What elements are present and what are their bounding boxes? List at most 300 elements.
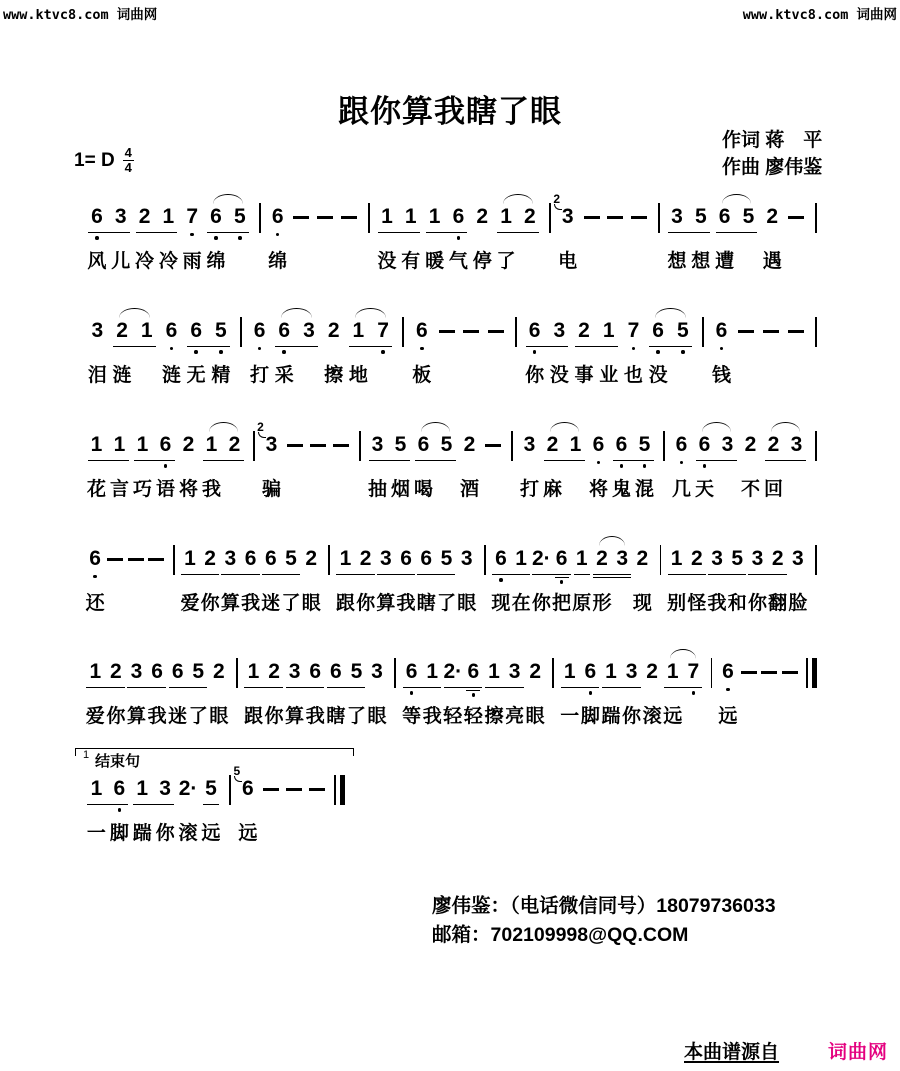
- lyric-syllable: 业: [599, 365, 619, 386]
- lyric-syllable: 采: [274, 365, 294, 386]
- slur: [655, 308, 686, 318]
- note-digit: 5: [205, 777, 217, 800]
- dash-note: [463, 330, 479, 333]
- note-digit: 1: [381, 205, 393, 228]
- beam: [426, 232, 468, 234]
- lyric-syllable: 现: [632, 593, 652, 614]
- final-bar-thick: [812, 658, 817, 688]
- note-digit: 7: [186, 205, 199, 228]
- lyric-syllable: 眼: [525, 706, 545, 727]
- beam: [444, 687, 483, 689]
- low-octave-dot: [381, 350, 385, 354]
- note-digit: 6: [652, 319, 664, 342]
- lyric-syllable: 精: [211, 365, 231, 386]
- note-digit: 6: [722, 660, 734, 683]
- low-octave-dot: [703, 464, 707, 468]
- note-digit: 6: [151, 660, 163, 683]
- lyric-syllable: 遇: [762, 251, 782, 272]
- volta-label: 结束句: [95, 753, 141, 770]
- sixteenth-beam: [466, 690, 480, 692]
- lyric-syllable: 我: [201, 479, 222, 500]
- time-denominator: 4: [124, 160, 132, 176]
- beam: [377, 574, 415, 576]
- note-digit: 5: [233, 205, 246, 228]
- note-digit: 1: [136, 433, 149, 456]
- low-octave-dot: [680, 461, 684, 465]
- bar-line: [229, 775, 231, 805]
- note-digit: 5: [215, 319, 227, 342]
- lyric-syllable: 我: [241, 593, 261, 614]
- note-digit: 2: [138, 205, 151, 228]
- note-digit: 2: [463, 433, 476, 456]
- dash-note: [761, 671, 777, 674]
- note-digit: 1: [428, 205, 441, 228]
- lyric-syllable: 打: [250, 365, 270, 386]
- lyric-syllable: 等: [402, 706, 422, 727]
- lyric-syllable: 地: [348, 365, 368, 386]
- note-digit: 1: [247, 660, 260, 683]
- beam: [668, 574, 706, 576]
- note-digit: 1: [90, 433, 103, 456]
- lyric-syllable: 绵: [268, 251, 288, 272]
- beam: [133, 804, 174, 806]
- note-digit: 5: [638, 433, 651, 456]
- slur: [550, 422, 579, 432]
- source-label: 本曲谱源自: [684, 1042, 780, 1063]
- note-digit: 6: [415, 319, 428, 342]
- lyric-syllable: 一: [560, 706, 580, 727]
- low-octave-dot: [499, 578, 503, 582]
- beam: [748, 574, 786, 576]
- lyric-syllable: 你: [747, 593, 767, 614]
- final-bar-thick: [340, 775, 345, 805]
- note-digit: 1: [602, 319, 615, 342]
- grace-note: 5: [231, 764, 243, 777]
- lyric-syllable: 麻: [542, 479, 563, 500]
- beam: [244, 687, 283, 689]
- low-octave-dot: [194, 350, 198, 354]
- beam: [593, 574, 631, 576]
- note-digit: 1: [136, 777, 149, 800]
- dash-note: [286, 788, 302, 791]
- note-digit: 2: [268, 660, 280, 683]
- music-line: [85, 318, 822, 396]
- lyric-syllable: 你: [622, 706, 642, 727]
- lyric-syllable: 我: [707, 593, 727, 614]
- note-digit: 6: [615, 433, 628, 456]
- lyric-syllable: 远: [718, 706, 738, 727]
- note-digit: 2: [766, 205, 779, 228]
- note-digit: 1: [140, 319, 153, 342]
- beam: [532, 574, 570, 576]
- note-digit: 2: [767, 433, 780, 456]
- dash-note: [107, 558, 123, 561]
- contact-email-line: 邮箱：702109998@QQ.COM: [432, 923, 689, 946]
- beam: [169, 687, 208, 689]
- lyric-syllable: 我: [422, 706, 442, 727]
- beam: [765, 460, 806, 462]
- lyric-syllable: 有: [401, 251, 421, 272]
- lyric-syllable: 事: [574, 365, 594, 386]
- low-octave-dot: [93, 575, 97, 579]
- note-digit: 2: [524, 205, 536, 228]
- note-digit: 1: [605, 660, 617, 683]
- note-digit: 2·: [443, 660, 463, 683]
- note-digit: 3: [508, 660, 521, 683]
- beam: [207, 232, 249, 234]
- lyric-syllable: 涟: [112, 365, 132, 386]
- eighth-beam: [574, 574, 590, 576]
- note-digit: 2: [305, 547, 318, 570]
- lyric-syllable: 一: [86, 823, 106, 844]
- beam: [203, 460, 244, 462]
- note-digit: 6: [405, 660, 418, 683]
- lyric-syllable: 爱: [180, 593, 200, 614]
- lyric-syllable: 涟: [161, 365, 181, 386]
- beam: [349, 346, 392, 348]
- note-digit: 6: [190, 319, 202, 342]
- lyric-syllable: 现: [491, 593, 511, 614]
- lyric-syllable: 怪: [687, 593, 707, 614]
- beam: [86, 687, 125, 689]
- low-octave-dot: [219, 350, 223, 354]
- grace-note: 2: [551, 192, 563, 205]
- beam: [602, 687, 641, 689]
- music-line: [85, 659, 822, 737]
- lyric-syllable: 没: [648, 365, 668, 386]
- dash-note: [439, 330, 455, 333]
- note-digit: 2: [110, 660, 122, 683]
- note-digit: 6: [171, 660, 184, 683]
- note-digit: 6: [253, 319, 266, 342]
- note-digit: 2: [771, 547, 784, 570]
- lyric-syllable: 遭: [715, 251, 735, 272]
- lyric-syllable: 喝: [413, 479, 434, 500]
- slur: [213, 194, 243, 204]
- dash-note: [741, 671, 757, 674]
- note-digit: 1: [184, 547, 196, 570]
- slur: [670, 649, 697, 659]
- beam: [492, 574, 530, 576]
- note-digit: 6: [309, 660, 322, 683]
- watermark-top-right: www.ktvc8.com 词曲网: [742, 7, 897, 23]
- beam: [187, 346, 230, 348]
- lyric-syllable: 眼: [457, 593, 477, 614]
- lyric-syllable: 没: [377, 251, 397, 272]
- beam: [327, 687, 366, 689]
- note-digit: 5: [285, 547, 297, 570]
- lyric-syllable: 还: [85, 593, 105, 614]
- note-digit: 6: [159, 433, 172, 456]
- lyric-syllable: 了: [436, 593, 457, 614]
- dash-note: [287, 444, 303, 447]
- note-digit: 1: [352, 319, 365, 342]
- beam: [613, 460, 654, 462]
- note-digit: 6: [555, 547, 568, 570]
- note-digit: 6: [420, 547, 433, 570]
- note-digit: 6: [264, 547, 277, 570]
- low-octave-dot: [726, 688, 730, 692]
- beam: [593, 577, 631, 579]
- slur: [119, 308, 150, 318]
- low-octave-dot: [597, 461, 601, 465]
- lyric-syllable: 儿: [111, 251, 131, 272]
- low-octave-dot: [643, 464, 647, 468]
- low-octave-dot: [276, 233, 280, 237]
- slur: [421, 422, 450, 432]
- low-octave-dot: [118, 808, 122, 812]
- note-digit: 3: [792, 547, 804, 570]
- beam: [716, 232, 758, 234]
- note-digit: 3: [91, 319, 104, 342]
- note-digit: 1: [339, 547, 352, 570]
- note-digit: 5: [350, 660, 363, 683]
- note-digit: 6: [417, 433, 430, 456]
- note-digit: 3: [721, 433, 734, 456]
- note-digit: 3: [380, 547, 392, 570]
- lyric-syllable: 雨: [182, 251, 202, 272]
- note-digit: 3: [625, 660, 638, 683]
- note-digit: 3: [671, 205, 683, 228]
- low-octave-dot: [214, 236, 218, 240]
- lyric-syllable: 冷: [158, 251, 178, 272]
- bar-line: [711, 658, 713, 688]
- note-digit: 6: [528, 319, 541, 342]
- lyric-syllable: 跟: [335, 593, 355, 614]
- note-digit: 2: [636, 547, 649, 570]
- slur: [281, 308, 312, 318]
- lyric-syllable: 气: [448, 251, 468, 272]
- note-digit: 2: [228, 433, 241, 456]
- lyric-syllable: 脚: [580, 706, 600, 727]
- slur: [722, 194, 752, 204]
- lyric-syllable: 烟: [390, 479, 411, 500]
- note-digit: 6: [467, 660, 480, 683]
- sixteenth-beam: [555, 577, 569, 579]
- contact-phone-line: 廖伟鉴：（电话微信同号）18079736033: [432, 895, 776, 917]
- note-digit: 1: [666, 660, 679, 683]
- note-digit: 7: [377, 319, 389, 342]
- lyric-syllable: 泪: [87, 365, 107, 386]
- note-digit: 1: [500, 205, 512, 228]
- note-digit: 5: [676, 319, 689, 342]
- lyric-syllable: 暖: [425, 251, 445, 272]
- note-digit: 6: [452, 205, 465, 228]
- lyric-syllable: 你: [264, 706, 284, 727]
- lyric-syllable: 停: [472, 251, 492, 272]
- low-octave-dot: [410, 691, 414, 695]
- music-line: [85, 420, 822, 510]
- music-line: [85, 192, 822, 282]
- lyric-syllable: 远: [663, 706, 683, 727]
- beam: [668, 232, 710, 234]
- note-digit: 3: [616, 547, 629, 570]
- lyric-syllable: 钱: [712, 365, 732, 386]
- note-digit: 6: [89, 547, 101, 570]
- bar-line: [253, 431, 255, 461]
- note-digit: 6: [278, 319, 291, 342]
- low-octave-dot: [656, 350, 660, 354]
- dash-note: [148, 558, 164, 561]
- volta-number: 1: [83, 749, 90, 761]
- lyric-syllable: 你: [531, 593, 551, 614]
- lyric-syllable: 迷: [168, 706, 188, 727]
- dash-note: [293, 216, 309, 219]
- lyric-syllable: 你: [155, 823, 175, 844]
- note-digit: 2·: [178, 777, 198, 800]
- bar-line: [815, 545, 817, 575]
- lyric-syllable: 亮: [505, 706, 525, 727]
- beam: [88, 232, 130, 234]
- lyric-syllable: 你: [356, 593, 376, 614]
- note-digit: 6: [244, 547, 257, 570]
- lyric-syllable: 骗: [261, 479, 282, 500]
- dash-note: [341, 216, 357, 219]
- lyric-syllable: 踹: [132, 823, 152, 844]
- dash-note: [584, 216, 600, 219]
- low-octave-dot: [420, 347, 424, 351]
- beam: [378, 232, 420, 234]
- note-digit: 3: [371, 433, 384, 456]
- lyric-syllable: 了: [346, 706, 366, 727]
- bar-line: [328, 545, 330, 575]
- beam: [485, 687, 524, 689]
- note-digit: 2: [327, 319, 340, 342]
- note-digit: 3: [288, 660, 301, 683]
- lyric-syllable: 将: [588, 479, 609, 500]
- lyric-syllable: 滚: [642, 706, 662, 727]
- note-digit: 3: [303, 319, 315, 342]
- note-digit: 3: [265, 433, 278, 456]
- lyric-syllable: 迷: [261, 593, 281, 614]
- note-digit: 3: [751, 547, 764, 570]
- lyric-syllable: 翻: [768, 593, 788, 614]
- low-octave-dot: [258, 347, 262, 351]
- note-digit: 5: [694, 205, 707, 228]
- bar-line: [402, 317, 404, 347]
- note-digit: 5: [394, 433, 407, 456]
- slur: [209, 422, 238, 432]
- note-digit: 2: [529, 660, 542, 683]
- lyric-syllable: 瞎: [326, 706, 346, 727]
- lyric-syllable: 踹: [601, 706, 621, 727]
- note-digit: 2: [596, 547, 608, 570]
- note-digit: 6: [210, 205, 222, 228]
- lyric-syllable: 形: [592, 593, 612, 614]
- lyric-syllable: 无: [186, 365, 206, 386]
- beam: [497, 232, 539, 234]
- low-octave-dot: [589, 691, 593, 695]
- lyric-syllable: 你: [106, 706, 126, 727]
- lyric-syllable: 冷: [135, 251, 155, 272]
- low-octave-dot: [632, 347, 636, 351]
- beam: [87, 804, 128, 806]
- note-digit: 5: [742, 205, 755, 228]
- note-digit: 2: [182, 433, 195, 456]
- dash-note: [333, 444, 349, 447]
- note-digit: 6: [329, 660, 342, 683]
- note-digit: 3: [371, 660, 383, 683]
- note-digit: 1: [205, 433, 218, 456]
- note-digit: 1: [162, 205, 175, 228]
- slur: [771, 422, 800, 432]
- low-octave-dot: [95, 236, 99, 240]
- lyric-syllable: 想: [667, 251, 687, 272]
- low-octave-dot: [533, 350, 537, 354]
- note-digit: 2: [204, 547, 216, 570]
- bar-line: [484, 545, 486, 575]
- bar-line: [549, 203, 551, 233]
- lyric-syllable: 言: [109, 479, 130, 500]
- note-digit: 6: [241, 777, 254, 800]
- lyric-syllable: 把: [552, 593, 572, 614]
- lyric-syllable: 酒: [459, 479, 480, 500]
- bar-line: [660, 545, 662, 575]
- dash-note: [782, 671, 798, 674]
- lyric-syllable: 鬼: [611, 479, 632, 500]
- lyric-syllable: 别: [667, 593, 687, 614]
- note-digit: 6: [715, 319, 728, 342]
- bar-line: [815, 317, 817, 347]
- lyric-syllable: 我: [305, 706, 325, 727]
- low-octave-dot: [681, 350, 685, 354]
- lyric-syllable: 擦: [324, 365, 344, 386]
- song-title: 跟你算我瞎了眼: [338, 94, 562, 129]
- slur: [702, 422, 731, 432]
- beam: [415, 460, 456, 462]
- bar-line: [815, 203, 817, 233]
- bar-line: [259, 203, 261, 233]
- note-digit: 2: [744, 433, 757, 456]
- lyric-syllable: 你: [525, 365, 545, 386]
- note-digit: 3: [114, 205, 127, 228]
- note-digit: 3: [159, 777, 171, 800]
- lyric-syllable: 算: [220, 593, 240, 614]
- bar-line: [394, 658, 396, 688]
- lyric-syllable: 打: [519, 479, 540, 500]
- final-bar-thin: [806, 658, 808, 688]
- low-octave-dot: [282, 350, 286, 354]
- beam: [544, 460, 585, 462]
- lyric-syllable: 原: [572, 593, 592, 614]
- note-digit: 2: [546, 433, 559, 456]
- note-digit: 3: [561, 205, 574, 228]
- lyric-syllable: 电: [558, 251, 578, 272]
- lyric-syllable: 我: [147, 706, 167, 727]
- note-digit: 3: [553, 319, 566, 342]
- lyric-syllable: 风: [87, 251, 107, 272]
- note-digit: 1: [426, 660, 439, 683]
- bar-line: [515, 317, 517, 347]
- note-digit: 3: [790, 433, 803, 456]
- lyric-syllable: 跟: [243, 706, 263, 727]
- lyric-syllable: 远: [238, 823, 258, 844]
- low-octave-dot: [472, 693, 476, 697]
- note-digit: 3: [523, 433, 536, 456]
- low-octave-dot: [164, 464, 168, 468]
- final-bar-thin: [334, 775, 336, 805]
- dash-note: [488, 330, 504, 333]
- note-digit: 1: [670, 547, 683, 570]
- beam: [88, 460, 129, 462]
- note-digit: 1: [563, 660, 576, 683]
- lyric-syllable: 滚: [178, 823, 198, 844]
- bar-line: [815, 431, 817, 461]
- note-digit: 7: [627, 319, 640, 342]
- low-octave-dot: [190, 233, 194, 237]
- note-digit: 2: [578, 319, 590, 342]
- bar-line: [236, 658, 238, 688]
